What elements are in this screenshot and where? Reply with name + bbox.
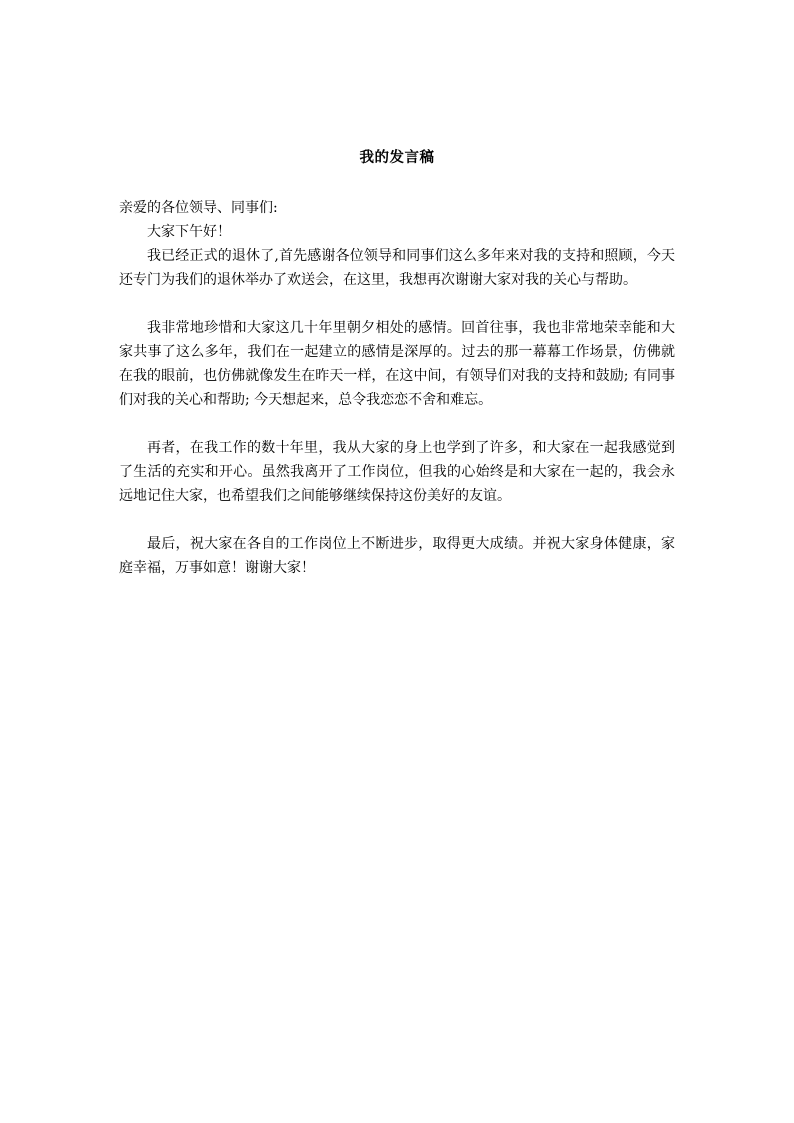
greeting: 大家下午好！ xyxy=(147,224,231,240)
paragraph-3: 再者，在我工作的数十年里，我从大家的身上也学到了许多，和大家在一起我感觉到了生活的充实和开心。虽然我离开了工作岗位，但我的心始终是和大家在一起的，我会永远地记住大家，也希望我们之间能够继续保持这份美好的友谊。 xyxy=(119,440,675,504)
document-body xyxy=(119,196,675,580)
salutation: 亲爱的各位领导、同事们: xyxy=(119,200,278,216)
paragraph-2: 我非常地珍惜和大家这几十年里朝夕相处的感情。回首往事，我也非常地荣幸能和大家共事了这么多年，我们在一起建立的感情是深厚的。过去的那一幕幕工作场景，仿佛就在我的眼前，也仿佛就像发生在昨天一样，在这中间，有领导们对我的支持和鼓励; 有同事们对我的关心和帮助; 今天想起来，总令我恋恋不舍和难忘。 xyxy=(119,320,675,408)
paragraph-1: 我已经正式的退休了,首先感谢各位领导和同事们这么多年来对我的支持和照顾，今天还专门为我们的退休举办了欢送会，在这里，我想再次谢谢大家对我的关心与帮助。 xyxy=(119,248,675,288)
document-title: 我的发言稿 xyxy=(359,149,435,166)
paragraph-4: 最后，祝大家在各自的工作岗位上不断进步，取得更大成绩。并祝大家身体健康，家庭幸福，万事如意！谢谢大家！ xyxy=(119,536,675,576)
